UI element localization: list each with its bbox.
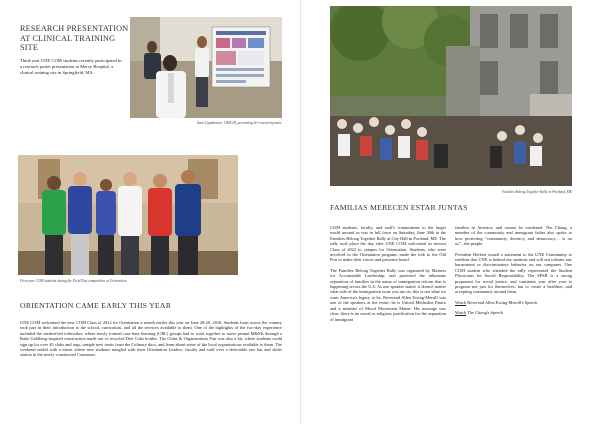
research-poster-photo — [130, 17, 282, 118]
watch-link[interactable]: Watch — [455, 310, 467, 316]
watch-speech-2 — [455, 310, 572, 315]
watch-label: Reverend Allen Ewing-Merrill's Speech — [466, 299, 538, 305]
familias-paragraph: The Families Belong Together Rally was organized by Mainers for Accountable Leadership, and protested the inhumane separation of families in the name of immigration reform that is happening across the U.S. As one speaker stated, it doesn't matter what side of the immigration issue you are on, this is not what we want America's legacy to be. Reverend Allen Ewing-Merrill was one of the speakers at the event; he is United Methodist Pastor and a member of Moral Movement Maine. His message was clear: there is no moral or religious justification for the separation of immigrant — [330, 267, 446, 322]
familias-paragraph: COM students, faculty, and staff's commitment to the larger world around us was in full force on Saturday, June 30th at the Families Belong Together Rally at City Hall in Portland, ME. The rally took place the day after UNE COM welcomed its newest Class of 2022 to campus for Orientation. Students, who were involved in the Orientation program, made the trek to the Old Port to make their voices and presence heard. — [330, 225, 446, 263]
familias-column-left — [330, 225, 446, 327]
watch-label: The Chong's Speech — [466, 310, 504, 316]
research-heading: RESEARCH PRESENTATION AT CLINICAL TRAINING SITE — [20, 24, 129, 53]
group-photo-caption: First-year COM students during the Field Day competition at Orientation — [20, 279, 127, 283]
familias-paragraph: families in America, and cannot be condoned. The Chong, a member of the community and immigrant father also spoke to how protecting “community, decency, and democracy… is on us”– the people. — [455, 225, 572, 247]
research-photo-caption: Sara Capobianco, OMS III, presenting her research poster. — [196, 121, 282, 125]
familias-column-right — [455, 225, 572, 321]
research-body: Third-year UNE COM students recently participated in a research poster presentation at Mercy Hospital, a clinical training site in Springfield, MA. — [20, 58, 122, 75]
right-page — [300, 0, 600, 424]
orientation-heading: ORIENTATION CAME EARLY THIS YEAR — [20, 301, 172, 310]
watch-speech-1 — [455, 300, 572, 305]
watch-link[interactable]: Watch — [455, 299, 467, 305]
orientation-body: UNE COM welcomed the new COM Class of 2022 for Orientation a month earlier this year on June 28-29, 2018. Students from across the country took part in their introduction to the school, curriculum, and all the services available to them. One of the highlights of the two-day experience included the student-led icebreaker, where newly formed case base learning (CBL) groups had to work together to move peanut M&Ms through a Rube Goldberg-inspired construction made out of recycled Diet Coke bottles. The Clubs & Organizations Fair was also a hit, where students could sign up for over 40 clubs and orgs, sample new treats from the Culinary docs, and learn about some of the local organizations available to them. The weekend ended with a mixer where new students mingled with their Orientation Leaders, faculty and staff over a delectable raw bar and slider station in the newly constructed Commons. — [20, 320, 282, 358]
rally-photo-caption: Families Belong Together Rally in Portland, ME — [501, 190, 572, 194]
familias-heading: FAMILIAS MERECEN ESTAR JUNTAS — [330, 203, 468, 212]
orientation-group-photo — [18, 155, 238, 275]
familias-paragraph: President Herbert issued a statement to the UNE Community to reaffirm that UNE is behind our students and will not tolerate any harassment or discriminatory behavior on our campuses. One COM student who attended the rally represented the Student Physicians for Social Responsibility. The SPSR is a strong proponent for social justice, and continues year after year to program not just for themselves, but to create a healthier, and accepting community around them. — [455, 251, 572, 295]
rally-photo — [330, 6, 572, 186]
